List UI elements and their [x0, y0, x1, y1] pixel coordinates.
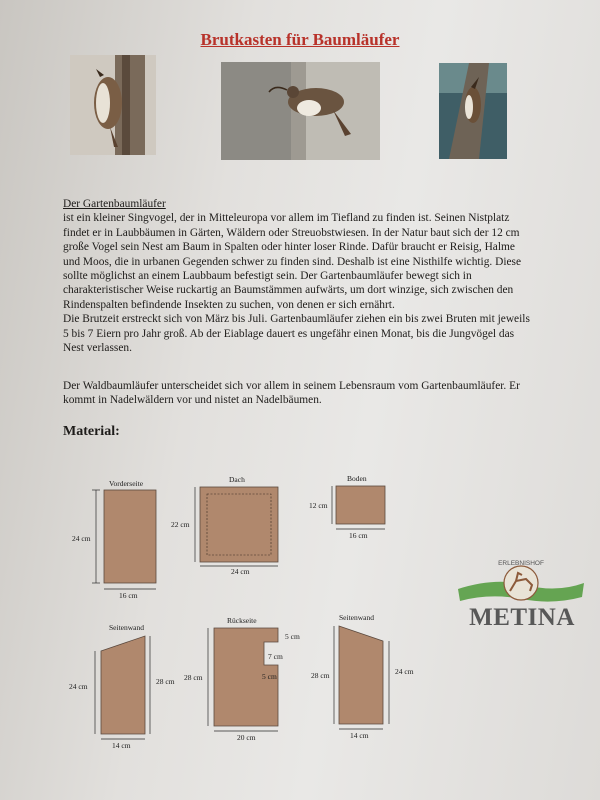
- seitenwand-right-width: 14 cm: [350, 731, 369, 740]
- part-boden: [309, 474, 385, 540]
- rueckseite-bottom: 5 cm: [262, 672, 277, 681]
- dach-label: Dach: [229, 475, 245, 484]
- boden-width: 16 cm: [349, 531, 368, 540]
- part-seitenwand-left: [69, 623, 175, 750]
- intro-heading: Der Gartenbaumläufer: [63, 198, 166, 210]
- seitenwand-left-label: Seitenwand: [109, 623, 144, 632]
- dach-height: 22 cm: [171, 520, 190, 529]
- part-dach: [171, 475, 278, 576]
- vorderseite-height: 24 cm: [72, 534, 91, 543]
- part-rueckseite: [184, 616, 300, 742]
- vorderseite-label: Vorderseite: [109, 479, 144, 488]
- seitenwand-left-width: 14 cm: [112, 741, 131, 750]
- boden-height: 12 cm: [309, 501, 328, 510]
- rueckseite-width: 20 cm: [237, 733, 256, 742]
- rueckseite-label: Rückseite: [227, 616, 257, 625]
- seitenwand-left-left: 24 cm: [69, 682, 88, 691]
- seitenwand-left-right: 28 cm: [156, 677, 175, 686]
- logo-arc-text: ERLEBNISHOF: [498, 560, 544, 567]
- boden-label: Boden: [347, 474, 367, 483]
- part-seitenwand-right: [311, 613, 414, 740]
- waldbaumlaeufer-text: Der Waldbaumläufer unterscheidet sich vor allem in seinem Lebensraum vom Gartenbaumläufer. Er kommt in Nadelwäldern vor und nistet an Nadelbäumen.: [63, 380, 520, 407]
- seitenwand-right-right: 24 cm: [395, 667, 414, 676]
- seitenwand-right-label: Seitenwand: [339, 613, 374, 622]
- rueckseite-height: 28 cm: [184, 673, 203, 682]
- intro-paragraph-1: ist ein kleiner Singvogel, der in Mitteleuropa vor allem im Tiefland zu finden ist. Seinen Nistplatz findet er in Laubbäumen in Gärten, Wäldern oder Streuobstwiesen. In der Natur baut sich der 12 cm große Vogel sein Nest am Baum in Spalten oder hinter loser Rinde. Dafür braucht er Reisig, Halme und Moos, die in urbanen Gegenden schwer zu finden sind. Deshalb ist eine Nisthilfe wichtig. Diese sollte möglichst an einem Laubbaum befestigt sein. Der Gartenbaumläufer bewegt sich in charakteristischer Weise ruckartig an Baumstämmen aufwärts, um dort winzige, sich zwischen den Rindenspalten befindende Insekten zu suchen, von denen er sich ernährt.: [63, 212, 522, 311]
- vorderseite-width: 16 cm: [119, 591, 138, 600]
- logo-name: METINA: [469, 604, 575, 631]
- material-heading: Material:: [63, 424, 120, 439]
- part-vorderseite: [72, 479, 156, 600]
- dach-width: 24 cm: [231, 567, 250, 576]
- rueckseite-top: 5 cm: [285, 632, 300, 641]
- rueckseite-slot: 7 cm: [268, 652, 283, 661]
- page-title: Brutkasten für Baumläufer: [200, 30, 400, 49]
- seitenwand-right-left: 28 cm: [311, 671, 330, 680]
- intro-paragraph-2: Die Brutzeit erstreckt sich von März bis Juli. Gartenbaumläufer ziehen ein bis zwei Bruten mit jeweils 5 bis 7 Eiern pro Jahr groß. Ab der Eiablage dauert es ungefähr einen Monat, bis die Jungvögel das Nest verlassen.: [63, 313, 530, 355]
